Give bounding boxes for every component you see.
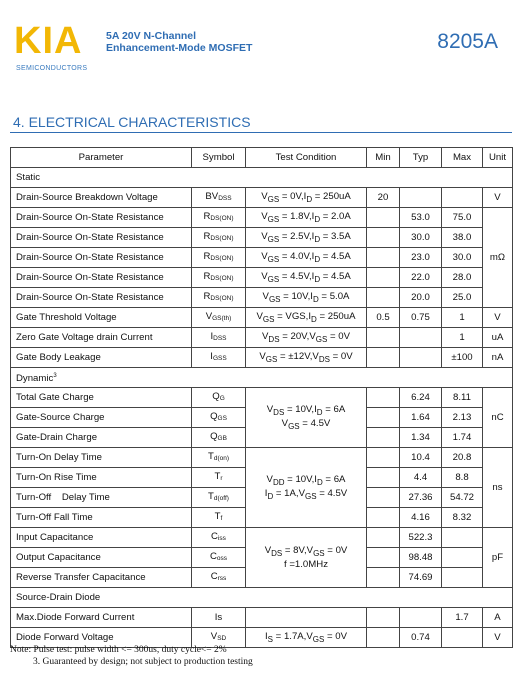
cell-parameter: Max.Diode Forward Current — [11, 608, 192, 628]
cell-symbol: IGSS — [192, 348, 246, 368]
cell-symbol: IDSS — [192, 328, 246, 348]
cell-typ: 20.0 — [400, 288, 442, 308]
cell-symbol: RDS(ON) — [192, 248, 246, 268]
table-row — [11, 348, 513, 368]
cell-symbol: Crss — [192, 568, 246, 588]
table-row — [11, 208, 513, 228]
col-header-test-condition: Test Condition — [246, 148, 367, 168]
cell-symbol: Tr — [192, 468, 246, 488]
cell-typ: 1.34 — [400, 428, 442, 448]
cell-parameter: Total Gate Charge — [11, 388, 192, 408]
table-group-row — [11, 168, 513, 188]
table-body — [11, 168, 513, 648]
cell-parameter: Drain-Source On-State Resistance — [11, 228, 192, 248]
cell-symbol: QG — [192, 388, 246, 408]
cell-max — [442, 568, 483, 588]
cell-unit: uA — [483, 328, 513, 348]
cell-typ: 522.3 — [400, 528, 442, 548]
cell-symbol: VGS(th) — [192, 308, 246, 328]
cell-min — [367, 248, 400, 268]
cell-min — [367, 548, 400, 568]
cell-max: 30.0 — [442, 248, 483, 268]
table-row — [11, 268, 513, 288]
cell-typ: 30.0 — [400, 228, 442, 248]
cell-typ — [400, 348, 442, 368]
cell-test-condition: $V_{DS} = 10V,I_D = 6A$ $V_{GS} = 4.5V$ — [246, 388, 367, 448]
cell-parameter: Gate Body Leakage — [11, 348, 192, 368]
cell-min — [367, 488, 400, 508]
cell-min — [367, 448, 400, 468]
table-group-row — [11, 588, 513, 608]
col-header-max: Max — [442, 148, 483, 168]
group-label: Static — [11, 168, 513, 188]
cell-parameter: Diode Forward Voltage — [11, 628, 192, 648]
cell-symbol: QGS — [192, 408, 246, 428]
col-header-min: Min — [367, 148, 400, 168]
cell-min — [367, 568, 400, 588]
cell-max: 1 — [442, 328, 483, 348]
col-header-unit: Unit — [483, 148, 513, 168]
cell-max: 2.13 — [442, 408, 483, 428]
cell-min — [367, 408, 400, 428]
cell-symbol: RDS(ON) — [192, 208, 246, 228]
cell-min — [367, 428, 400, 448]
cell-test-condition — [246, 608, 367, 628]
cell-symbol: Is — [192, 608, 246, 628]
cell-symbol: VSD — [192, 628, 246, 648]
cell-parameter: Gate-Drain Charge — [11, 428, 192, 448]
cell-max: 38.0 — [442, 228, 483, 248]
cell-test-condition: $V_{GS} = 0V,I_D = 250uA$ — [246, 188, 367, 208]
cell-parameter: Gate Threshold Voltage — [11, 308, 192, 328]
cell-unit: V — [483, 308, 513, 328]
cell-test-condition: $V_{DD} = 10V,I_D = 6A$ $I_D = 1A,V_{GS} = 4.5V$ — [246, 448, 367, 528]
cell-unit: nC — [483, 388, 513, 448]
cell-max: 8.32 — [442, 508, 483, 528]
cell-parameter: Drain-Source On-State Resistance — [11, 268, 192, 288]
cell-symbol: RDS(ON) — [192, 228, 246, 248]
cell-parameter: Drain-Source Breakdown Voltage — [11, 188, 192, 208]
cell-parameter: Turn-On Delay Time — [11, 448, 192, 468]
cell-max: 1.74 — [442, 428, 483, 448]
group-label: Source-Drain Diode — [11, 588, 513, 608]
cell-typ: 23.0 — [400, 248, 442, 268]
cell-typ: 0.75 — [400, 308, 442, 328]
page-header — [0, 0, 522, 80]
cell-unit: ns — [483, 448, 513, 528]
product-title-line2: Enhancement-Mode MOSFET — [106, 42, 253, 54]
cell-unit: mΩ — [483, 208, 513, 308]
cell-parameter: Turn-On Rise Time — [11, 468, 192, 488]
cell-typ — [400, 328, 442, 348]
col-header-symbol: Symbol — [192, 148, 246, 168]
table-row — [11, 228, 513, 248]
cell-min — [367, 348, 400, 368]
table-row — [11, 448, 513, 468]
cell-symbol: QGB — [192, 428, 246, 448]
section-title: 4. ELECTRICAL CHARACTERISTICS — [13, 114, 251, 130]
cell-min: 0.5 — [367, 308, 400, 328]
col-header-parameter: Parameter — [11, 148, 192, 168]
table-row — [11, 388, 513, 408]
cell-typ: 10.4 — [400, 448, 442, 468]
cell-max: ±100 — [442, 348, 483, 368]
cell-max: 8.11 — [442, 388, 483, 408]
cell-typ: 1.64 — [400, 408, 442, 428]
cell-max: 8.8 — [442, 468, 483, 488]
cell-max — [442, 528, 483, 548]
cell-test-condition: $I_S = 1.7A,V_{GS} = 0V$ — [246, 628, 367, 648]
cell-parameter: Input Capacitance — [11, 528, 192, 548]
cell-min — [367, 528, 400, 548]
cell-max — [442, 188, 483, 208]
note-pulse-test: Note: Pulse test: pulse width <= 300us, duty cycle<= 2% — [10, 645, 227, 655]
cell-parameter: Turn-Off Delay Time — [11, 488, 192, 508]
cell-symbol: Td(off) — [192, 488, 246, 508]
cell-typ: 4.16 — [400, 508, 442, 528]
cell-min — [367, 208, 400, 228]
cell-typ: 98.48 — [400, 548, 442, 568]
table-row — [11, 188, 513, 208]
cell-max: 28.0 — [442, 268, 483, 288]
note-guaranteed-by-design: 3. Guaranteed by design; not subject to production testing — [33, 657, 253, 667]
col-header-typ: Typ — [400, 148, 442, 168]
section-divider — [10, 132, 512, 133]
cell-symbol: Tf — [192, 508, 246, 528]
cell-typ: 0.74 — [400, 628, 442, 648]
cell-symbol: Td(on) — [192, 448, 246, 468]
cell-symbol: Coss — [192, 548, 246, 568]
cell-typ: 74.69 — [400, 568, 442, 588]
table-row — [11, 248, 513, 268]
table-row — [11, 528, 513, 548]
cell-max: 54.72 — [442, 488, 483, 508]
cell-parameter: Zero Gate Voltage drain Current — [11, 328, 192, 348]
cell-min — [367, 468, 400, 488]
cell-symbol: RDS(ON) — [192, 288, 246, 308]
cell-symbol: RDS(ON) — [192, 268, 246, 288]
cell-test-condition: $V_{GS} = VGS,I_D = 250uA$ — [246, 308, 367, 328]
part-number: 8205A — [437, 30, 498, 53]
cell-test-condition: $V_{GS} = 4.5V,I_D = 4.5A$ — [246, 268, 367, 288]
logo-subtitle: SEMICONDUCTORS — [16, 65, 88, 72]
cell-typ: 27.36 — [400, 488, 442, 508]
cell-min — [367, 288, 400, 308]
cell-typ — [400, 188, 442, 208]
cell-max — [442, 628, 483, 648]
cell-unit: A — [483, 608, 513, 628]
cell-max: 25.0 — [442, 288, 483, 308]
cell-unit: V — [483, 628, 513, 648]
cell-min — [367, 508, 400, 528]
cell-test-condition: $V_{GS} = 2.5V,I_D = 3.5A$ — [246, 228, 367, 248]
cell-typ: 4.4 — [400, 468, 442, 488]
cell-min: 20 — [367, 188, 400, 208]
cell-max — [442, 548, 483, 568]
cell-max: 75.0 — [442, 208, 483, 228]
cell-test-condition: $V_{GS} = 10V,I_D = 5.0A$ — [246, 288, 367, 308]
cell-parameter: Drain-Source On-State Resistance — [11, 208, 192, 228]
cell-max: 1 — [442, 308, 483, 328]
cell-unit: pF — [483, 528, 513, 588]
cell-min — [367, 228, 400, 248]
cell-symbol: Ciss — [192, 528, 246, 548]
cell-min — [367, 388, 400, 408]
product-title-line1: 5A 20V N-Channel — [106, 30, 197, 42]
cell-min — [367, 628, 400, 648]
group-label: Dynamic$^3$ — [11, 368, 513, 388]
table-row — [11, 328, 513, 348]
cell-parameter: Drain-Source On-State Resistance — [11, 248, 192, 268]
cell-max: 20.8 — [442, 448, 483, 468]
cell-test-condition: $V_{GS} = 1.8V,I_D = 2.0A$ — [246, 208, 367, 228]
cell-parameter: Output Capacitance — [11, 548, 192, 568]
cell-min — [367, 328, 400, 348]
table-row — [11, 608, 513, 628]
cell-max: 1.7 — [442, 608, 483, 628]
cell-parameter: Gate-Source Charge — [11, 408, 192, 428]
cell-typ — [400, 608, 442, 628]
cell-min — [367, 268, 400, 288]
table-row — [11, 308, 513, 328]
cell-test-condition: $V_{DS} = 8V,V_{GS} = 0V$ f =1.0MHz — [246, 528, 367, 588]
cell-parameter: Turn-Off Fall Time — [11, 508, 192, 528]
cell-parameter: Drain-Source On-State Resistance — [11, 288, 192, 308]
cell-typ: 53.0 — [400, 208, 442, 228]
cell-symbol: BVDSS — [192, 188, 246, 208]
cell-parameter: Reverse Transfer Capacitance — [11, 568, 192, 588]
cell-unit: nA — [483, 348, 513, 368]
table-header-row — [11, 148, 513, 168]
cell-typ: 6.24 — [400, 388, 442, 408]
electrical-characteristics-table — [10, 147, 513, 648]
cell-test-condition: $V_{GS} = 4.0V,I_D = 4.5A$ — [246, 248, 367, 268]
cell-typ: 22.0 — [400, 268, 442, 288]
table-group-row — [11, 368, 513, 388]
cell-unit: V — [483, 188, 513, 208]
cell-test-condition: $V_{DS} = 20V,V_{GS} = 0V$ — [246, 328, 367, 348]
table-row — [11, 288, 513, 308]
cell-test-condition: $V_{GS} = \pm 12V,V_{DS} = 0V$ — [246, 348, 367, 368]
cell-min — [367, 608, 400, 628]
company-logo: KIA — [14, 20, 83, 62]
